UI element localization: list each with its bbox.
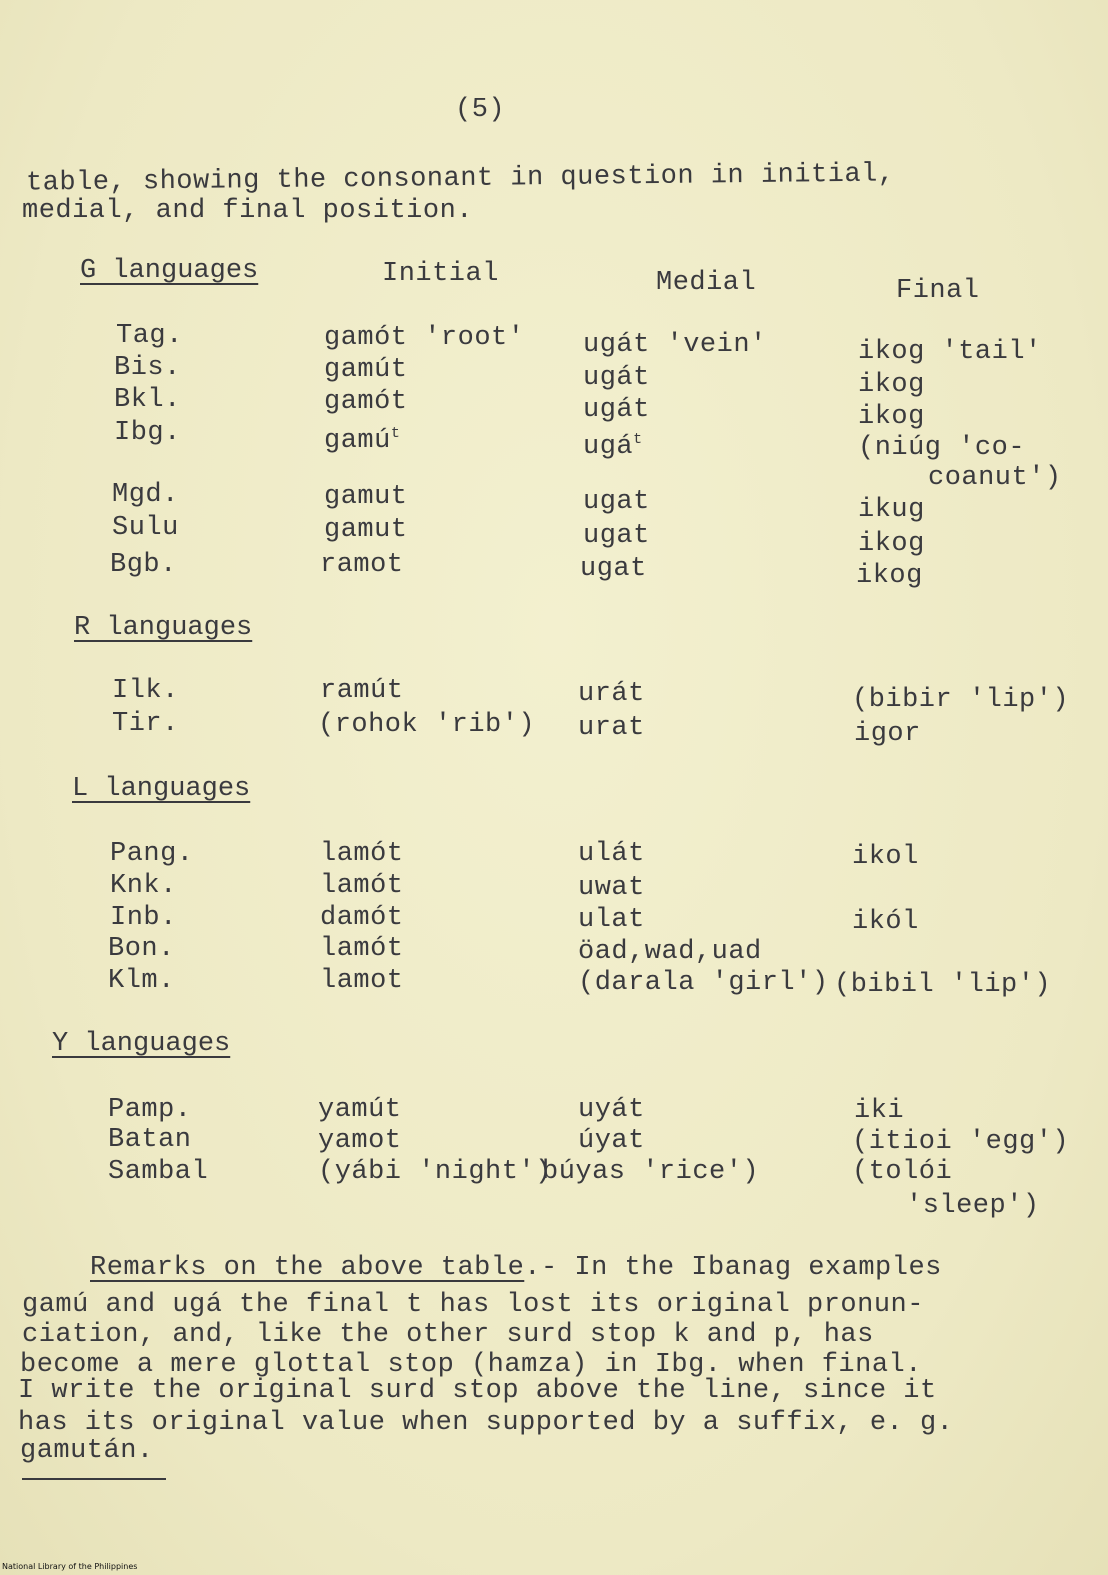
column-header-final: Final <box>896 276 980 306</box>
initial-cell: ramot <box>320 550 404 580</box>
lang-label: Bgb. <box>110 550 177 580</box>
final-cell-continued: coanut') <box>928 463 1062 493</box>
final-cell: ikog <box>856 561 923 591</box>
initial-cell: gamút <box>324 355 408 385</box>
medial-cell: uwat <box>578 873 645 903</box>
final-cell: (bibil 'lip') <box>834 970 1052 1000</box>
final-cell: ikug <box>858 495 925 525</box>
medial-cell: úyat <box>578 1126 645 1156</box>
initial-cell: gamót 'root' <box>324 323 525 353</box>
lang-label: Sambal <box>108 1157 209 1187</box>
initial-cell: lamot <box>320 966 404 996</box>
lang-label: Knk. <box>110 871 177 901</box>
closing-rule <box>22 1478 166 1480</box>
medial-cell: ugá$^t$ <box>583 431 643 462</box>
final-cell-continued: 'sleep') <box>906 1191 1040 1221</box>
final-cell: iki <box>854 1096 905 1126</box>
initial-cell: yamot <box>318 1126 402 1156</box>
medial-cell: ulát <box>578 839 645 869</box>
group-heading-r: R languages <box>74 613 253 643</box>
final-cell: ikól <box>852 907 919 937</box>
medial-cell: ugat <box>580 554 647 584</box>
remarks-heading: Remarks on the above table <box>90 1253 525 1283</box>
lang-label: Bis. <box>114 353 181 383</box>
initial-cell: lamót <box>320 839 404 869</box>
group-heading-g: G languages <box>80 256 259 286</box>
lang-label: Mgd. <box>112 480 179 510</box>
column-header-medial: Medial <box>656 268 757 298</box>
initial-cell: lamót <box>320 934 404 964</box>
superscript-t: t <box>390 425 401 442</box>
final-cell: ikog <box>858 402 925 432</box>
medial-cell: öad,wad,uad <box>578 937 762 967</box>
initial-cell: (yábi 'night') <box>318 1157 552 1187</box>
lang-label: Pang. <box>110 839 194 869</box>
intro-line-1: table, showing the consonant in question in initial, <box>25 159 895 199</box>
superscript-t: t <box>633 431 643 448</box>
page-number: (5) <box>455 95 506 125</box>
final-cell: (bibir 'lip') <box>852 685 1070 715</box>
medial-cell: urát <box>578 679 645 709</box>
remarks-line-2: gamú and ugá the final t has lost its original pronun- <box>22 1290 924 1320</box>
final-cell: ikog <box>858 529 925 559</box>
initial-cell: damót <box>320 903 404 933</box>
remarks-line-7: gamután. <box>20 1436 154 1466</box>
medial-cell: ugát 'vein' <box>583 330 767 360</box>
lang-label: Inb. <box>110 903 177 933</box>
lang-label: Sulu <box>112 513 179 543</box>
initial-cell: ramút <box>320 676 404 706</box>
medial-cell: ugát <box>583 395 650 425</box>
initial-cell: yamút <box>318 1095 402 1125</box>
library-footer: National Library of the Philippines <box>2 1562 138 1571</box>
final-cell: igor <box>854 719 921 749</box>
lang-label: Bon. <box>108 934 175 964</box>
remarks-line-6: has its original value when supported by a suffix, e. g. <box>18 1408 954 1438</box>
lang-label: Ilk. <box>112 676 179 706</box>
initial-cell: gamut <box>324 482 408 512</box>
final-cell: (tolói <box>852 1157 953 1187</box>
final-cell: ikog 'tail' <box>858 337 1042 367</box>
medial-cell: búyas 'rice') <box>542 1157 760 1187</box>
medial-cell: (darala 'girl') <box>578 968 829 998</box>
final-cell: ikog <box>858 370 925 400</box>
lang-label: Tag. <box>116 321 183 351</box>
remarks-line-5: I write the original surd stop above the line, since it <box>18 1376 937 1406</box>
medial-cell: ugat <box>583 487 650 517</box>
remarks-line-3: ciation, and, like the other surd stop k and p, has <box>22 1320 874 1350</box>
lang-label: Tir. <box>112 709 179 739</box>
initial-cell: (rohok 'rib') <box>318 710 536 740</box>
intro-line-2: medial, and final position. <box>22 196 473 226</box>
final-cell: (itioi 'egg') <box>852 1127 1070 1157</box>
group-heading-y: Y languages <box>52 1029 231 1059</box>
column-header-initial: Initial <box>382 259 499 289</box>
group-heading-l: L languages <box>72 774 251 804</box>
medial-cell: urat <box>578 713 645 743</box>
medial-cell: uyát <box>578 1095 645 1125</box>
medial-cell: ugát <box>583 363 650 393</box>
remarks-line-1: Remarks on the above table.- In the Ibanag examples <box>90 1253 942 1283</box>
lang-label: Pamp. <box>108 1095 192 1125</box>
initial-cell: gamót <box>324 387 408 417</box>
lang-label: Batan <box>108 1125 192 1155</box>
final-cell: ikol <box>852 842 919 872</box>
initial-cell: lamót <box>320 871 404 901</box>
medial-cell: ulat <box>578 905 645 935</box>
lang-label: Ibg. <box>114 418 181 448</box>
medial-cell: ugat <box>583 521 650 551</box>
lang-label: Bkl. <box>114 385 181 415</box>
initial-cell: gamú$^t$ <box>324 425 401 456</box>
initial-cell: gamut <box>324 515 408 545</box>
lang-label: Klm. <box>108 966 175 996</box>
remarks-line-4: become a mere glottal stop (hamza) in Ibg. when final. <box>20 1350 922 1380</box>
final-cell: (niúg 'co- <box>858 433 1026 463</box>
